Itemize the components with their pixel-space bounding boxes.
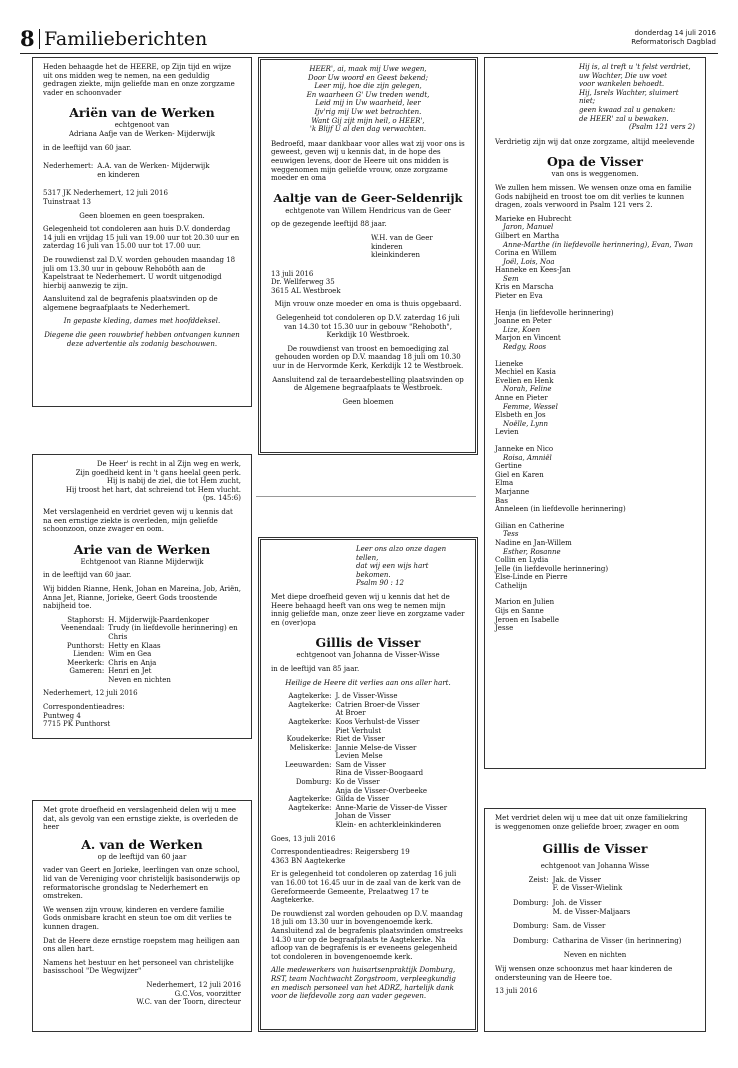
family-notice-gillis-de-visser [484,808,706,1032]
family-member-line: Collin en Lydia [495,556,549,565]
address: 5317 JK Nederhemert, 12 juli 2016 Tuinstraat 13 [43,189,168,206]
family-member-line: Hanneke en Kees-Jan [495,266,571,275]
family-list: W.H. van de Geer kinderen kleinkinderen [371,233,433,260]
thanks-note: Alle medewerkers van huisartsenpraktijk Domburg, RST, team Nachtwacht Zorgstroom, verpleegkundig en medisch personeel van het ADRZ, hartelijk dank voor de liefdevolle zorg aan vader gegeven. [271,966,456,1001]
age-line: op de gezegende leeftijd 88 jaar. [271,220,387,229]
notice-intro: Met grote droefheid en verslagenheid delen wij u mee dat, als gevolg van een ernstige ziekte, is overleden de heer [43,806,239,832]
deceased-name: Gillis de Visser [315,635,421,651]
correspondence-address: Correspondentieadres: Reigersberg 19 4363 BN Aagtekerke [271,848,410,865]
grandchildren-list [495,215,695,633]
family-member-line: Roisa, Amniël [503,453,552,462]
family-member-line: Elma [495,479,514,488]
burial-info: Aansluitend zal de begrafenis plaatsvinden op de algemene begraafplaats te Nederhemert. [43,295,218,312]
family-member-line: Mechiel en Kasia [495,368,556,377]
family-member-line: Sem [503,274,519,283]
condolence-info: Er is gelegenheid tot condoleren op zaterdag 16 juli van 16.00 tot 16.45 uur in de zaal van de kerk van de Gereformeerde Gemeente, Prelaatweg 17 te Aagtekerke. [271,870,461,905]
signatures: Nederhemert, 12 juli 2016 G.C.Vos, voorzitter W.C. van der Toorn, directeur [136,980,241,1007]
family-member-line: Lieneke [495,359,524,368]
grandchildren-group [495,445,695,514]
family-member-line: Gijs en Sanne [495,607,544,616]
family-member-line: Elsbeth en Jos [495,411,546,420]
notice-wish: We wensen zijn vrouw, kinderen en verdere familie Gods onmisbare kracht en steun toe om dit verlies te kunnen dragen. [43,905,232,931]
family-member-line: Marion en Julien [495,598,555,607]
family-member-line: Redgy, Roos [503,343,547,352]
family-member-line: Norah, Feline [503,385,552,394]
condolence-info: Gelegenheid tot condoleren aan huis D.V. donderdag 14 juli en vrijdag 15 juli van 19.00 uur tot 20.30 uur en zaterdag 16 juli van 15.00 uur tot 17.00 uur. [43,225,240,251]
family-list: Zeist: Jak. de Visser F. de Visser-Wielink Domburg: Joh. de Visser M. de Visser-Maljaars Domburg: Sam. de Visser Domburg: Catharina de Visser (in herinnering) [513,875,682,945]
family-member-line: Gilbert en Martha [495,231,560,240]
family-member-line: Kris en Marscha [495,283,554,292]
family-member-line: Jelle (in liefdevolle herinnering) [495,564,609,573]
family-member-line: Gertine [495,462,522,471]
cousins-line: Neven en nichten [563,951,627,960]
family-member-line: Femme, Wessel [503,402,558,411]
deceased-name: Opa de Visser [547,154,643,170]
notice-intro: Bedroefd, maar dankbaar voor alles wat zij voor ons is geweest, geven wij u kennis dat, in de hope des eeuwigen levens, door de Heere uit ons midden is weggenomen mijn geliefde vrouw, onze zorgzame moeder en oma [271,139,465,183]
family-member-line: Else-Linde en Pierre [495,573,568,582]
address: 13 juli 2016 Dr. Wellferweg 35 3615 AL Westbroek [271,269,341,295]
spouse-line: Echtgenoot van Rianne Mijderwijk [80,557,204,566]
grandchildren-group [495,360,695,437]
psalm-verse: De Heer' is recht in al Zijn weg en werk, Zijn goedheid kent in 't gans heelal geen perk. Hij is nabij de ziel, die tot Hem zucht, Hij troost het hart, dat schreiend tot Hem vlucht. (ps. 145:6) [65,460,241,503]
column-divider [256,496,476,497]
family-member-line: Anne-Marthe (in liefdevolle herinnering), Evan, Twan [503,240,693,249]
issue-date: donderdag 14 juli 2016 [634,29,716,37]
notice-intro: Heden behaagde het de HEERE, op Zijn tijd en wijze uit ons midden weg te nemen, na een geduldig gedragen ziekte, mijn geliefde man en onze zorgzame vader en schoonvader [43,63,235,97]
family-member-line: Bas [495,496,508,505]
publication-name: Reformatorisch Dagblad [631,38,716,46]
condolence-info: Gelegenheid tot condoleren op D.V. zaterdag 16 juli van 14.30 tot 15.30 uur in gebouw "Rehoboth", Kerkdijk 10 Westbroek. [276,314,460,340]
section-title: Familieberichten [44,28,208,50]
correspondence-address: Correspondentieadres: Puntweg 4 7715 PK Punthorst [43,703,125,729]
spouse-line: echtgenoot van Johanna de Visser-Wisse [296,651,440,660]
grandchildren-group [495,522,695,591]
deceased-name: Aaltje van de Geer-Seldenrijk [273,190,463,205]
school-notice-a-van-de-werken [32,800,252,1032]
page-number: 8 [20,26,35,51]
family-member-line: Marjanne [495,487,530,496]
family-member-line: Giel en Karen [495,470,544,479]
family-member-line: Joanne en Peter [495,317,552,326]
header-dateline [631,29,716,47]
age-line: in de leeftijd van 60 jaar. [43,143,132,152]
taken-line: van ons is weggenomen. [551,170,639,179]
family-member-line: Jesse [495,624,514,633]
family-member-line: Henja (in liefdevolle herinnering) [495,308,614,317]
spouse-line: echtgenoot van Adriana Aafje van de Werken- Mijderwijk [68,121,216,138]
death-notice-arie-van-de-werken [32,454,252,739]
burial-info: Aansluitend zal de teraardebestelling plaatsvinden op de Algemene begraafplaats te Westbroek. [272,375,464,393]
deceased-name: A. van de Werken [81,836,203,852]
prayer-line: Wij bidden Rianne, Henk, Johan en Mareina, Job, Ariën, Anna Jet, Rianne, Jorieke, Geert Gods troostende nabijheid toe. [43,584,241,611]
age-line: in de leeftijd van 85 jaar. [271,664,360,673]
family-member-line: Anneleen (in liefdevolle herinnering) [495,505,626,514]
psalm-verse: Leer ons alzo onze dagen tellen, dat wij een wijs hart bekomen. Psalm 90 : 12 [356,545,447,588]
notice-intro: Met verslagenheid en verdriet geven wij u kennis dat na een ernstige ziekte is overleden, mijn geliefde schoonzoon, onze zwager en oom. [43,507,233,534]
wish-line: Wij wensen onze schoonzus met haar kinderen de ondersteuning van de Heere toe. [495,964,673,982]
holy-line: Heilige de Heere dit verlies aan ons aller hart. [285,678,451,687]
grandchildren-group [495,598,695,632]
deceased-name: Ariën van de Werken [69,105,215,121]
notice-intro: Verdrietig zijn wij dat onze zorgzame, altijd meelevende [495,137,695,146]
family-member-line: Levien [495,428,519,437]
family-list: Staphorst: H. Mijderwijk-Paardenkoper Veenendaal: Trudy (in liefdevolle herinnering) en Chris Punthorst: Hetty en Klaas Lienden: Wim en Gea Meerkerk: Chris en Anja Gameren: Henri en Jet Neven en nichten [61,615,238,684]
family-member-line: Janneke en Nico [495,444,554,453]
psalm-verse: HEER', ai, maak mij Uwe wegen, Door Uw woord en Geest bekend; Leer mij, hoe die zijn gelegen, En waarheen G' Uw treden wendt, Leid mij in Uw waarheid, leer Ijv'rig mij Uw wet betrachten. Want Gij zijt mijn heil, o HEER', 'k Blijf U al den dag verwachten. [306,65,430,134]
notice-text: We zullen hem missen. We wensen onze oma en familie Gods nabijheid en troost toe om dit verlies te kunnen dragen, zoals verwoord in Psalm 121 vers 2. [495,183,692,210]
no-flowers-note: Geen bloemen en geen toespraken. [79,211,205,220]
family-list: Nederhemert: A.A. van de Werken- Mijderwijk en kinderen [43,162,210,179]
notice-intro: Met verdriet delen wij u mee dat uit onze familiekring is weggenomen onze geliefde broer, zwager en oom [495,814,688,831]
family-member-line: Nadine en Jan-Willem [495,538,572,547]
death-notice-arien-van-de-werken [32,57,252,407]
family-member-line: Cathelijn [495,581,528,590]
grandchildren-group [495,309,695,352]
dress-note: In gepaste kleding, dames met hoofddeksel. [63,317,221,326]
home-note: Mijn vrouw onze moeder en oma is thuis opgebaard. [274,300,462,309]
notice-signoff: Namens het bestuur en het personeel van christelijke basisschool "De Wegwijzer" [43,958,234,976]
family-member-line: Corina en Willem [495,249,557,258]
notice-hope: Dat de Heere deze ernstige roepstem mag heiligen aan ons allen hart. [43,936,240,954]
deceased-name: Arie van de Werken [73,541,211,557]
grandchildren-group [495,215,695,301]
psalm-verse: Hij is, al treft u 't felst verdriet, uw Wachter, Die uw voet voor wankelen behoedt. Hij, Isrels Wachter, sluimert niet; geen kwaad zal u genaken: de HEER' zal u bewaken. (Psalm 121 vers 2) [579,63,695,132]
dateline: 13 juli 2016 [495,987,538,996]
family-member-line: Pieter en Eva [495,292,543,301]
death-notice-gillis-de-visser-family [258,537,478,1032]
no-flowers-note: Geen bloemen [342,397,394,406]
family-member-line: Evelien en Henk [495,376,554,385]
family-member-line: Gilian en Catherine [495,521,565,530]
dateline: Nederhemert, 12 juli 2016 [43,689,138,698]
dateline: Goes, 13 juli 2016 [271,834,336,843]
notice-note: Diegene die geen rouwbrief hebben ontvangen kunnen deze advertentie als zodanig beschouwen. [44,331,240,348]
notice-intro: Met diepe droefheid geven wij u kennis dat het de Heere behaagd heeft van ons weg te nemen mijn innig geliefde man, onze zeer lieve en zorgzame vader en (over)opa [271,592,465,627]
service-info: De rouwdienst zal D.V. worden gehouden maandag 18 juli om 13.30 uur in gebouw Rehobôth aan de Kapelstraat te Nederhemert. U wordt uitgenodigd hierbij aanwezig te zijn. [43,255,236,290]
family-member-line: Marieke en Hubrecht [495,214,572,223]
family-member-line: Esther, Rosanne [503,547,561,556]
notice-text: vader van Geert en Jorieke, leerlingen van onze school, lid van de Vereniging voor christelijk basisonderwijs op reformatorische grondslag te Nederhemert en omstreken. [43,866,240,901]
header-divider [39,29,40,49]
family-member-line: Tess [503,530,519,539]
header-rule [20,53,718,54]
family-member-line: Jaron, Manuel [503,223,554,232]
spouse-line: echtgenoot van Johanna Wisse [540,862,650,871]
age-line: in de leeftijd van 60 jaar. [43,571,132,580]
service-info: De rouwdienst zal worden gehouden op D.V. maandag 18 juli om 13.30 uur in bovengenoemde kerk. Aansluitend zal de begrafenis plaatsvinden omstreeks 14.30 uur op de begraafplaats te Aagtekerke. Na afloop van de begrafenis is er eveneens gelegenheid tot condoleren in bovengenoemde kerk. [271,909,463,961]
age-line: op de leeftijd van 60 jaar [97,852,187,861]
death-notice-aaltje-van-de-geer [258,57,478,455]
family-member-line: Joël, Lois, Noa [503,257,555,266]
deceased-name: Gillis de Visser [542,841,648,857]
family-list: Aagtekerke: J. de Visser-Wisse Aagtekerke: Catrien Broer-de Visser At Broer Aagtekerke: Koos Verhulst-de Visser Piet Verhulst Koudekerke: Riet de Visser Meliskerke: Jannie Melse-de Visser Levien Melse Leeuwarden: Sam de Visser Rina de Visser-Boogaard Domburg: Ko de Visser Anja de Visser-Overbeeke Aagtekerke: Gilda de Visser Aagtekerke: Anne-Marie de Visser-de Visser Johan de Visser Klein- en achterkleinkinderen [285,692,448,830]
family-member-line: Marjon en Vincent [495,334,561,343]
family-member-line: Anne en Pieter [495,394,548,402]
service-info: De rouwdienst van troost en bemoediging zal gehouden worden op D.V. maandag 18 juli om 10.30 uur in de Hervormde Kerk, Kerkdijk 12 te Westbroek. [272,344,464,371]
grandchildren-notice-opa-de-visser [484,57,706,769]
family-member-line: Lize, Koen [503,325,541,334]
spouse-line: echtgenote van Willem Hendricus van de Geer [285,206,451,215]
family-member-line: Jeroen en Isabelle [495,615,560,624]
family-member-line: Noëlle, Lynn [503,419,549,428]
